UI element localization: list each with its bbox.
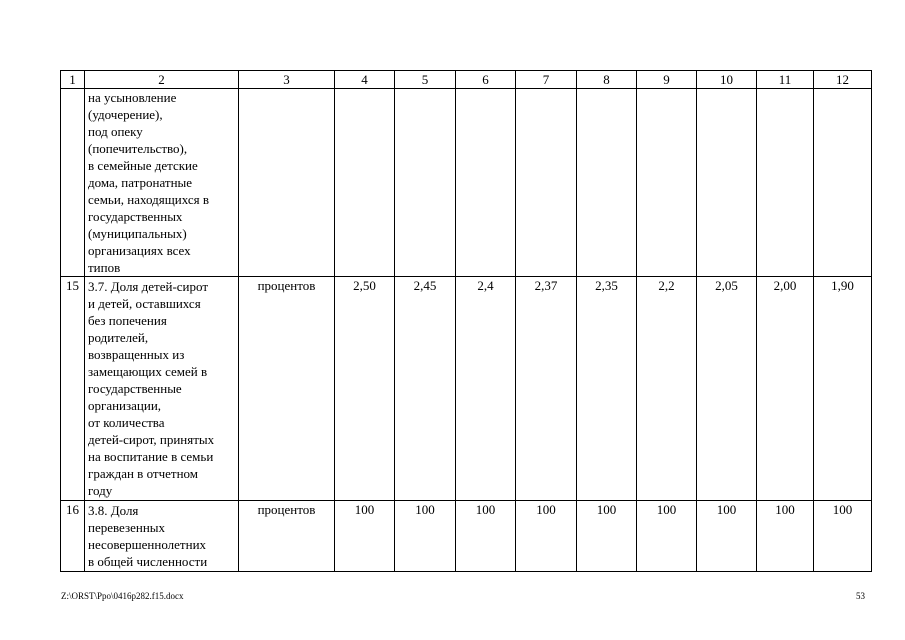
value-cell: [637, 89, 697, 277]
description-line: 3.7. Доля детей-сирот: [88, 279, 209, 294]
indicators-table: [60, 70, 872, 572]
value-cell: 2,50: [335, 277, 395, 501]
header-cell: 2: [85, 71, 239, 89]
header-cell: 12: [814, 71, 872, 89]
value-cell: 2,4: [456, 277, 516, 501]
value-cell: 100: [697, 501, 757, 572]
value-cell: [335, 89, 395, 277]
value-cell: 2,45: [395, 277, 456, 501]
value-cell: 100: [456, 501, 516, 572]
description-line: организациях всех: [88, 243, 191, 258]
description-line: дома, патронатные: [88, 175, 193, 190]
header-cell: 6: [456, 71, 516, 89]
header-row: [61, 71, 872, 89]
value-cell: 2,05: [697, 277, 757, 501]
value-cell: 100: [637, 501, 697, 572]
value-cell: [814, 89, 872, 277]
header-cell: 5: [395, 71, 456, 89]
table-row: [61, 89, 872, 277]
row-number-cell: 15: [61, 277, 85, 501]
description-line: замещающих семей в: [88, 364, 208, 379]
value-cell: 2,00: [757, 277, 814, 501]
description-line: (муниципальных): [88, 226, 187, 241]
header-cell: 10: [697, 71, 757, 89]
description-line: перевезенных: [88, 520, 166, 535]
value-cell: 100: [335, 501, 395, 572]
value-cell: [516, 89, 577, 277]
description-line: типов: [88, 260, 121, 275]
header-cell: 4: [335, 71, 395, 89]
description-line: граждан в отчетном: [88, 466, 198, 481]
description-line: семьи, находящихся в: [88, 192, 209, 207]
value-cell: [395, 89, 456, 277]
value-cell: 1,90: [814, 277, 872, 501]
header-cell: 7: [516, 71, 577, 89]
header-cell: 8: [577, 71, 637, 89]
description-line: несовершеннолетних: [88, 537, 207, 552]
description-line: организации,: [88, 398, 162, 413]
indicator-description-cell: [85, 89, 239, 277]
value-cell: [577, 89, 637, 277]
description-line: возвращенных из: [88, 347, 185, 362]
description-line: и детей, оставшихся: [88, 296, 201, 311]
value-cell: 100: [814, 501, 872, 572]
table-row: [61, 277, 872, 501]
value-cell: 2,37: [516, 277, 577, 501]
value-cell: 100: [516, 501, 577, 572]
description-line: на воспитание в семьи: [88, 449, 214, 464]
unit-cell: [239, 89, 335, 277]
unit-cell: процентов: [239, 501, 335, 572]
description-line: 3.8. Доля: [88, 503, 139, 518]
description-line: году: [88, 483, 113, 498]
value-cell: [456, 89, 516, 277]
description-line: (попечительство),: [88, 141, 188, 156]
description-line: родителей,: [88, 330, 149, 345]
description-line: (удочерение),: [88, 107, 163, 122]
footer-file-path: Z:\ORST\Ppo\0416p282.f15.docx: [61, 591, 184, 601]
value-cell: [757, 89, 814, 277]
header-cell: 11: [757, 71, 814, 89]
header-cell: 1: [61, 71, 85, 89]
header-cell: 9: [637, 71, 697, 89]
description-line: государственных: [88, 209, 183, 224]
description-line: в семейные детские: [88, 158, 198, 173]
value-cell: 2,35: [577, 277, 637, 501]
value-cell: 100: [757, 501, 814, 572]
value-cell: [697, 89, 757, 277]
table-row: [61, 501, 872, 572]
description-line: в общей численности: [88, 554, 208, 569]
header-cell: 3: [239, 71, 335, 89]
row-number-cell: 16: [61, 501, 85, 572]
description-line: государственные: [88, 381, 182, 396]
value-cell: 100: [577, 501, 637, 572]
description-line: без попечения: [88, 313, 167, 328]
page-number: 53: [856, 591, 865, 601]
indicator-description-cell: [85, 501, 239, 572]
value-cell: 100: [395, 501, 456, 572]
description-line: детей-сирот, принятых: [88, 432, 215, 447]
value-cell: 2,2: [637, 277, 697, 501]
description-line: под опеку: [88, 124, 143, 139]
unit-cell: процентов: [239, 277, 335, 501]
description-line: на усыновление: [88, 90, 177, 105]
indicator-description-cell: [85, 277, 239, 501]
row-number-cell: [61, 89, 85, 277]
description-line: от количества: [88, 415, 165, 430]
